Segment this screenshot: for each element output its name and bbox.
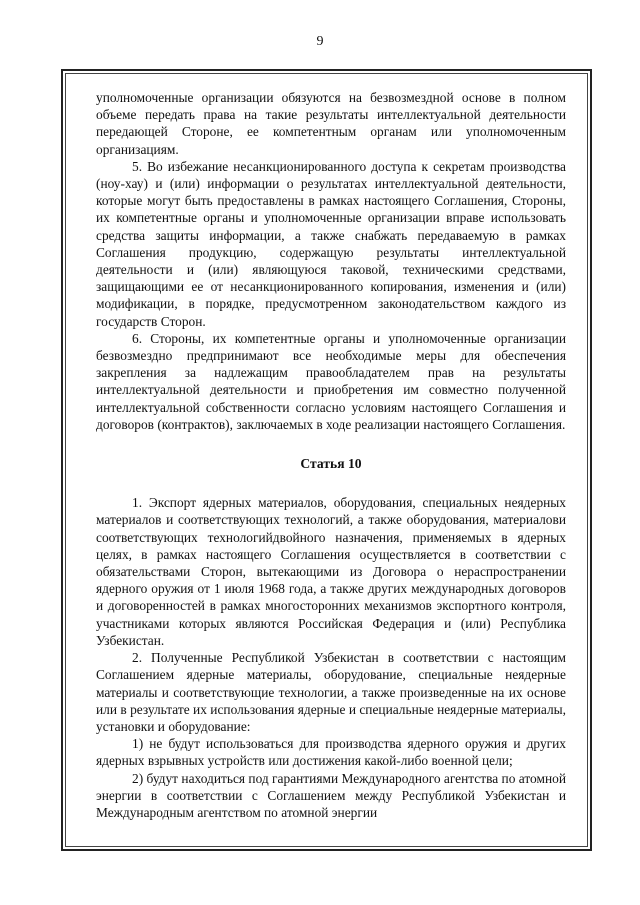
paragraph-item-6: 6. Стороны, их компетентные органы и уполномоченные организации безвозмездно предпринимают все необходимые меры для обеспечения закрепления за надлежащим правообладателем прав на результаты интеллектуальной деятельности и приобретения им совместно полученной интеллектуальной собственности согласно условиям настоящего Соглашения и договоров (контрактов), заключаемых в ходе реализации настоящего Соглашения. — [96, 330, 566, 432]
paragraph-subitem-1: 1) не будут использоваться для производства ядерного оружия и других ядерных взрывных устройств или достижения какой-либо военной цели; — [96, 736, 566, 769]
paragraph-continuation: уполномоченные организации обязуются на безвозмездной основе в полном объеме передать права на такие результаты интеллектуальной деятельности передающей Стороне, ее компетентным органам или уполномоченным организациям. — [96, 90, 566, 157]
paragraph-subitem-2: 2) будут находиться под гарантиями Международного агентства по атомной энергии в соответствии с Соглашением между Республикой Узбекистан и Международным агентством по атомной энергии — [96, 770, 566, 820]
paragraph-article-item-1: 1. Экспорт ядерных материалов, оборудования, специальных неядерных материалов и соответствующих технологий, а также оборудования, материалови соответствующих технологийдвойного назначения, применяемых в ядерных целях, в рамках настоящего Соглашения осуществляется в соответствии с обязательствами Сторон, вытекающими из Договора о нераспространении ядерного оружия от 1 июля 1968 года, а также других международных договоров и договоренностей в рамках многосторонних механизмов экспортного контроля, участниками которых являются Российская Федерация и (или) Республика Узбекистан. — [96, 495, 566, 648]
paragraph-article-item-2: 2. Полученные Республикой Узбекистан в соответствии с настоящим Соглашением ядерные материалы, оборудование, специальные неядерные материалы и соответствующие технологии, а также произведенные на их основе или в результате их использования ядерные и специальные неядерные материалы, установки и оборудование: — [96, 650, 566, 734]
document-body — [96, 89, 566, 821]
article-heading: Статья 10 — [300, 456, 362, 472]
page-number: 9 — [316, 34, 324, 49]
paragraph-item-5: 5. Во избежание несанкционированного доступа к секретам производства (ноу-хау) и (или) информации о результатах интеллектуальной деятельности, которые могут быть предоставлены в рамках настоящего Соглашения, Стороны, их компетентные органы и уполномоченные организации вправе использовать средства защиты информации, а также снабжать передаваемую в рамках Соглашения продукцию, содержащую результаты интеллектуальной деятельности и (или) являющуюся таковой, техническими средствами, защищающими ее от несанкционированного копирования, изменения и (или) модификации, в порядке, предусмотренном законодательством каждого из государств Сторон. — [96, 158, 566, 329]
